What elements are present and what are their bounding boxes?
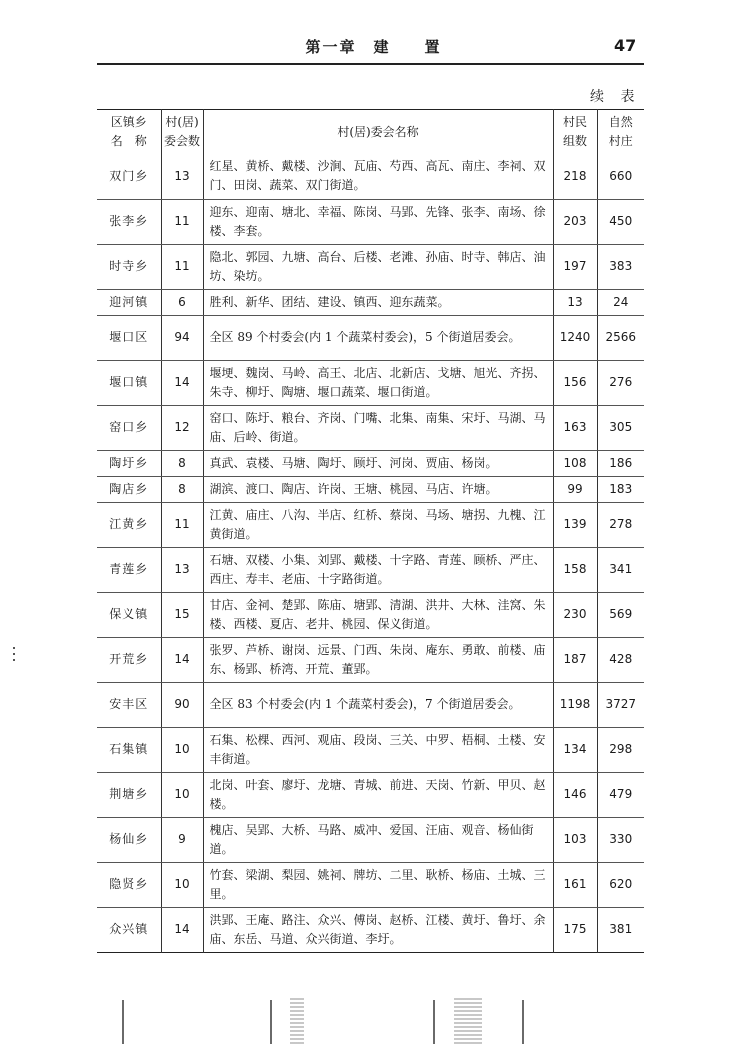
region-name: 陶店乡	[97, 476, 161, 502]
committee-names: 洪郢、王庵、路注、众兴、傅岗、赵桥、江楼、黄圩、鲁圩、余庙、东岳、马道、众兴街道、李圩。	[203, 907, 553, 952]
committee-names: 竹套、梁湖、梨园、姚祠、牌坊、二里、耿桥、杨庙、土城、三里。	[203, 862, 553, 907]
natural-villages: 428	[597, 637, 644, 682]
committee-names: 迎东、迎南、塘北、幸福、陈岗、马郢、先锋、张李、南场、徐楼、李套。	[203, 199, 553, 244]
region-name: 江黄乡	[97, 502, 161, 547]
committee-count: 14	[161, 360, 203, 405]
table-row	[97, 360, 644, 405]
committee-count: 12	[161, 405, 203, 450]
villager-groups: 187	[553, 637, 597, 682]
committee-names: 全区 89 个村委会(内 1 个蔬菜村委会)，5 个街道居委会。	[203, 315, 553, 360]
natural-villages: 569	[597, 592, 644, 637]
scan-artifact	[454, 998, 482, 1044]
villager-groups: 203	[553, 199, 597, 244]
header-count-line2: 委会数	[163, 134, 200, 148]
committee-count: 10	[161, 862, 203, 907]
villager-groups: 134	[553, 727, 597, 772]
natural-villages: 381	[609, 922, 633, 936]
natural-villages: 298	[597, 727, 644, 772]
table-row	[97, 154, 644, 199]
natural-villages: 186	[597, 450, 644, 476]
villager-groups: 103	[553, 817, 597, 862]
villager-groups: 163	[553, 405, 597, 450]
natural-villages: 2566	[597, 315, 644, 360]
region-name: 青莲乡	[97, 547, 161, 592]
header-villager-groups	[553, 110, 597, 155]
natural-villages: 278	[597, 502, 644, 547]
committee-count: 6	[161, 289, 203, 315]
region-name: 石集镇	[97, 727, 161, 772]
villager-groups: 146	[553, 772, 597, 817]
scan-artifact	[290, 998, 304, 1044]
committee-count: 15	[161, 592, 203, 637]
table-row	[97, 315, 644, 360]
table-row	[97, 592, 644, 637]
villager-groups: 158	[553, 547, 597, 592]
villager-groups: 1198	[553, 682, 597, 727]
region-name: 荆塘乡	[97, 772, 161, 817]
table-row	[97, 817, 644, 862]
villager-groups: 13	[553, 289, 597, 315]
table-row	[97, 862, 644, 907]
header-committee-names: 村(居)委会名称	[203, 110, 553, 155]
villager-groups: 197	[553, 244, 597, 289]
natural-villages: 183	[597, 476, 644, 502]
region-name: 安丰区	[97, 682, 161, 727]
villager-groups: 161	[553, 862, 597, 907]
header-region	[97, 110, 161, 155]
committee-names: 隐北、郭园、九塘、高台、后楼、老滩、孙庙、时寺、韩店、油坊、染坊。	[203, 244, 553, 289]
page-number: 47	[614, 36, 637, 55]
natural-villages: 341	[597, 547, 644, 592]
header-groups-line2: 组数	[562, 134, 587, 148]
scan-artifact	[522, 1000, 524, 1044]
committee-names: 全区 83 个村委会(内 1 个蔬菜村委会)，7 个街道居委会。	[203, 682, 553, 727]
committee-names: 石集、松棵、西河、观庙、段岗、三关、中罗、梧桐、土楼、安丰街道。	[203, 727, 553, 772]
table-row	[97, 727, 644, 772]
table-header-row	[97, 110, 644, 155]
table-row	[97, 637, 644, 682]
committee-names: 槐店、吴郢、大桥、马路、威冲、爱国、汪庙、观音、杨仙街道。	[203, 817, 553, 862]
scan-artifact	[122, 1000, 124, 1044]
margin-dots	[13, 647, 16, 667]
region-name: 时寺乡	[97, 244, 161, 289]
committee-names: 石塘、双楼、小集、刘郢、戴楼、十字路、青莲、顾桥、严庄、西庄、寿丰、老庙、十字路街道。	[203, 547, 553, 592]
natural-villages: 330	[597, 817, 644, 862]
committee-count: 13	[161, 154, 203, 199]
header-region-line1: 区镇乡	[110, 115, 147, 129]
natural-villages: 450	[597, 199, 644, 244]
committee-names: 北岗、叶套、廖圩、龙塘、青城、前进、天岗、竹新、甲贝、赵楼。	[203, 772, 553, 817]
scan-artifact	[270, 1000, 272, 1044]
scan-artifact	[433, 1000, 435, 1044]
committee-names: 真武、袁楼、马塘、陶圩、顾圩、河岗、贾庙、杨岗。	[203, 450, 553, 476]
committee-count: 11	[161, 502, 203, 547]
header-villages-line1: 自然	[608, 115, 633, 129]
table-row	[97, 244, 644, 289]
villager-groups: 1240	[553, 315, 597, 360]
villager-groups: 156	[553, 360, 597, 405]
natural-villages: 660	[597, 154, 644, 199]
natural-villages: 24	[597, 289, 644, 315]
region-name: 堰口区	[97, 315, 161, 360]
committee-names: 张罗、芦桥、谢岗、远景、门西、朱岗、庵东、勇敢、前楼、庙东、杨郢、桥湾、开荒、董郢。	[203, 637, 553, 682]
committee-names: 胜利、新华、团结、建设、镇西、迎东蔬菜。	[203, 289, 553, 315]
header-count-line1: 村(居)	[165, 115, 199, 129]
committee-names: 甘店、金祠、楚郢、陈庙、塘郢、清湖、洪井、大林、洼窝、朱楼、西楼、夏店、老井、桃园、保义街道。	[203, 592, 553, 637]
villager-groups: 218	[553, 154, 597, 199]
committee-names: 窑口、陈圩、粮台、齐岗、门嘴、北集、南集、宋圩、马湖、马庙、后岭、街道。	[203, 405, 553, 450]
natural-villages: 305	[597, 405, 644, 450]
region-name: 窑口乡	[97, 405, 161, 450]
chapter-title: 第一章 建 置	[305, 38, 442, 56]
table-row	[97, 772, 644, 817]
villager-groups: 108	[553, 450, 597, 476]
table-row	[97, 405, 644, 450]
header-villages-line2: 村庄	[608, 134, 633, 148]
committee-count: 8	[161, 450, 203, 476]
region-name: 隐贤乡	[97, 862, 161, 907]
table-row	[97, 907, 644, 952]
table-row	[97, 199, 644, 244]
committee-count: 11	[161, 244, 203, 289]
committee-count: 14	[161, 637, 203, 682]
header-committee-count	[161, 110, 203, 155]
table-row	[97, 682, 644, 727]
committee-names: 红星、黄桥、戴楼、沙涧、瓦庙、芍西、高瓦、南庄、李祠、双门、田岗、蔬菜、双门街道。	[203, 154, 553, 199]
natural-villages: 383	[597, 244, 644, 289]
committee-names: 湖滨、渡口、陶店、许岗、王塘、桃园、马店、许塘。	[203, 476, 553, 502]
committee-count: 10	[161, 727, 203, 772]
natural-villages: 3727	[597, 682, 644, 727]
table-row	[97, 450, 644, 476]
region-name: 开荒乡	[97, 637, 161, 682]
village-committee-table	[97, 109, 644, 953]
committee-count: 13	[161, 547, 203, 592]
table-row	[97, 502, 644, 547]
villager-groups: 99	[553, 476, 597, 502]
region-name: 众兴镇	[97, 907, 161, 952]
region-name: 张李乡	[97, 199, 161, 244]
header-groups-line1: 村民	[562, 115, 587, 129]
villager-groups: 139	[553, 502, 597, 547]
header-rule	[97, 63, 644, 65]
natural-villages: 276	[597, 360, 644, 405]
region-name: 陶圩乡	[97, 450, 161, 476]
natural-villages: 620	[597, 862, 644, 907]
committee-count: 8	[161, 476, 203, 502]
committee-count: 10	[161, 772, 203, 817]
header-natural-villages	[597, 110, 644, 155]
region-name: 保义镇	[97, 592, 161, 637]
committee-count: 11	[161, 199, 203, 244]
table-row	[97, 547, 644, 592]
table-row	[97, 289, 644, 315]
committee-count: 94	[161, 315, 203, 360]
committee-count: 14	[161, 907, 203, 952]
committee-count: 90	[161, 682, 203, 727]
villager-groups: 175	[553, 907, 597, 952]
committee-count: 9	[161, 817, 203, 862]
region-name: 堰口镇	[97, 360, 161, 405]
header-region-line2: 名 称	[110, 134, 147, 148]
natural-villages: 479	[597, 772, 644, 817]
table-row	[97, 476, 644, 502]
continued-label: 续 表	[590, 89, 641, 105]
region-name: 双门乡	[97, 154, 161, 199]
villager-groups: 230	[553, 592, 597, 637]
committee-names: 堰埂、魏岗、马岭、高王、北店、北新店、戈塘、旭光、齐拐、朱寺、柳圩、陶塘、堰口蔬菜、堰口街道。	[203, 360, 553, 405]
region-name: 杨仙乡	[97, 817, 161, 862]
committee-names: 江黄、庙庄、八沟、半店、红桥、蔡岗、马场、塘拐、九槐、江黄街道。	[203, 502, 553, 547]
region-name: 迎河镇	[97, 289, 161, 315]
